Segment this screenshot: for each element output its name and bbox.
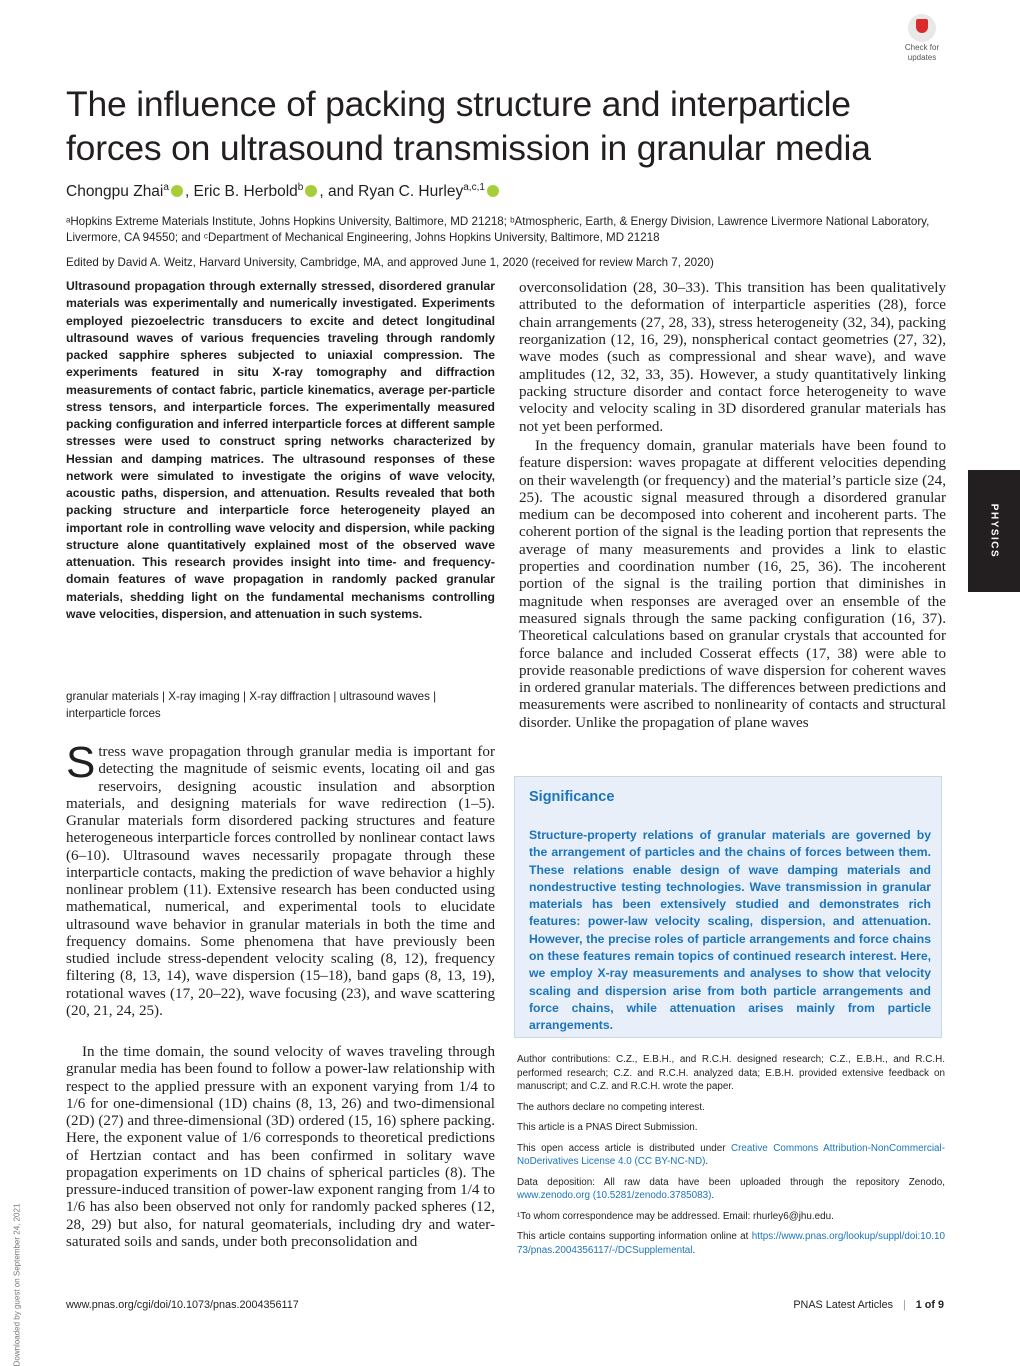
author-list	[66, 178, 501, 202]
download-watermark	[10, 1203, 24, 1366]
author-contributions: Author contributions: C.Z., E.B.H., and R.C.H. designed research; C.Z., E.B.H., and R.C.H. performed research; C.Z. and R.C.H. analyzed data; E.B.H. provided extensive feedback on manuscript; and C.Z. and R.C.H. wrote the paper.	[517, 1054, 945, 1092]
significance-box	[514, 776, 942, 1038]
badge-line-2: updates	[907, 53, 937, 62]
si-suffix: .	[692, 1244, 696, 1256]
license-prefix: This open access article is distributed under	[517, 1142, 731, 1154]
author-affiliation-mark: b	[297, 182, 304, 193]
intro-paragraph-text: tress wave propagation through granular media is important for detecting the magnitude of seismic events, locating oil and gas reservoirs, designing acoustic insulation and absorption materials, and designing materials for wave redirection (1–5). Granular materials form disordered packing structures and feature heterogeneous interparticle forces controlled by nonlinear contact laws (6–10). Ultrasound waves necessarily propagate through these interparticle contacts, making the prediction of wave behavior a highly nonlinear problem (11). Extensive research has been conducted using mathematical, numerical, and experimental tools to elucidate ultrasound wave behavior in granular materials in both the time and frequency domains. Some phenomena that have previously been studied include stress-dependent velocity scaling (8, 12), frequency filtering (8, 13, 14), wave dispersion (15–18), band gaps (8, 13, 19), rotational waves (17, 20–22), wave focusing (23), and wave scattering (20, 21, 24, 25).	[66, 744, 495, 1019]
section-tab	[968, 470, 1020, 592]
download-watermark-text: Downloaded by guest on September 24, 2021	[12, 1203, 22, 1366]
intro-paragraph	[66, 738, 495, 1020]
si-prefix: This article contains supporting information online at	[517, 1231, 752, 1242]
data-deposition	[517, 1176, 945, 1203]
journal-name: PNAS Latest Articles	[793, 1299, 893, 1311]
check-for-updates-badge[interactable]	[898, 14, 946, 68]
license-link[interactable]: Creative Commons Attribution-NonCommercial-NoDerivatives License 4.0 (CC BY-NC-ND)	[517, 1142, 945, 1167]
data-suffix: .	[711, 1190, 715, 1201]
body-paragraph: overconsolidation (28, 30–33). This transition has been qualitatively attributed to the deformation of interparticle asperities (28), force chain arrangements (27, 28, 33), stress heterogeneity (32, 34), packing reorganization (12, 16, 29), nonspherical contact geometries (27, 32), wave modes (such as compressional and shear wave), and wave amplitudes (12, 32, 33, 35). However, a study quantitatively linking packing structure disorder and contact force heterogeneity to wave velocity and velocity scaling in 3D disordered granular materials has not yet been performed.	[519, 280, 946, 435]
author-name[interactable]: , and Ryan C. Hurley	[319, 183, 464, 201]
footer-journal-info	[793, 1299, 944, 1311]
zenodo-link[interactable]: www.zenodo.org	[517, 1190, 591, 1201]
significance-heading: Significance	[529, 789, 615, 805]
author-name[interactable]: , Eric B. Herbold	[184, 183, 298, 201]
zenodo-doi-link[interactable]: (10.5281/zenodo.3785083)	[592, 1190, 712, 1201]
supporting-info	[517, 1230, 945, 1257]
drop-cap: S	[66, 738, 96, 787]
orcid-icon[interactable]	[487, 185, 499, 197]
author-affiliation-mark: a,c,1	[463, 182, 485, 193]
edited-by-line: Edited by David A. Weitz, Harvard University, Cambridge, MA, and approved June 1, 2020 (received for review March 7, 2020)	[66, 256, 714, 269]
competing-interest: The authors declare no competing interest.	[517, 1101, 705, 1113]
footer-doi-url[interactable]: www.pnas.org/cgi/doi/10.1073/pnas.2004356117	[66, 1299, 299, 1311]
supplemental-link[interactable]: https://www.pnas.org/lookup/suppl/doi:10.1073/pnas.2004356117/-/DCSupplemental	[517, 1231, 945, 1256]
badge-line-1: Check for	[904, 43, 940, 52]
keywords: granular materials | X-ray imaging | X-ray diffraction | ultrasound waves | interparticle forces	[66, 690, 437, 720]
orcid-icon[interactable]	[171, 185, 183, 197]
license-note	[517, 1142, 945, 1169]
direct-submission: This article is a PNAS Direct Submission.	[517, 1122, 698, 1133]
page-number: 1 of 9	[915, 1299, 944, 1311]
correspondence-note: ¹To whom correspondence may be addressed. Email: rhurley6@jhu.edu.	[517, 1210, 834, 1222]
affiliations: ᵃHopkins Extreme Materials Institute, Johns Hopkins University, Baltimore, MD 21218; ᵇAtmospheric, Earth, & Energy Division, Lawrence Livermore National Laboratory, Livermore, CA 94550; and ᶜDepartment of Mechanical Engineering, Johns Hopkins University, Baltimore, MD 21218	[66, 215, 930, 244]
footer-separator: |	[902, 1299, 906, 1311]
bookmark-icon	[908, 14, 936, 42]
abstract: Ultrasound propagation through externally stressed, disordered granular materials was experimentally and numerically investigated. Experiments employed piezoelectric transducers to excite and detect longitudinal ultrasound waves of various frequencies traveling through randomly packed sapphire spheres subjected to uniaxial compression. The experiments featured in situ X-ray tomography and diffraction measurements of contact fabric, particle kinematics, average per-particle stress tensors, and interparticle forces. The experimentally measured packing configuration and inferred interparticle forces at different sample stresses were used to construct spring networks characterized by Hessian and damping matrices. The ultrasound responses of these network were simulated to investigate the origins of wave velocity, acoustic paths, dispersion, and attenuation. Results revealed that both packing structure and interparticle force heterogeneity played an important role in controlling wave velocity and dispersion, while packing structure alone quantitatively explained most of the observed wave attenuation. This research provides insight into time- and frequency-domain features of wave propagation in randomly packed granular materials, shedding light on the fundamental mechanisms controlling wave velocities, dispersion, and attenuation in such systems.	[66, 279, 495, 621]
orcid-icon[interactable]	[305, 185, 317, 197]
author-name[interactable]: Chongpu Zhai	[66, 183, 164, 201]
article-title: The influence of packing structure and interparticle forces on ultrasound transmission in granular media	[66, 84, 871, 168]
body-paragraph-2: In the frequency domain, granular materials have been found to feature dispersion: waves propagate at different velocities depending on their wavelength (or frequency) and the material’s particle size (24, 25). The acoustic signal measured through a disordered granular medium can be decomposed into coherent and incoherent parts. The coherent portion of the signal is the leading portion that represents the average of many measurements and provides a link to elastic properties and coordination number (16, 25, 36). The incoherent portion of the signal is the trailing portion that diminishes in magnitude when responses are averaged over an ensemble of the measured signals through the same packing configuration (16, 37). Theoretical calculations based on granular crystals that accounted for force balance and included Cosserat effects (17, 38) were able to provide reasonable predictions of wave dispersion for coherent waves in ordered granular materials. The differences between predictions and measurements were ascribed to nonlinearity of contacts and structural disorder. Unlike the propagation of plane waves	[519, 438, 946, 731]
section-tab-label: PHYSICS	[988, 503, 1000, 559]
author-affiliation-mark: a	[163, 182, 169, 193]
data-prefix: Data deposition: All raw data have been uploaded through the repository Zenodo,	[517, 1176, 945, 1188]
footnotes	[517, 1053, 945, 1264]
license-suffix: .	[705, 1156, 709, 1167]
intro-paragraph-2: In the time domain, the sound velocity of waves traveling through granular media has been found to follow a power-law relationship with respect to the applied pressure with an exponent varying from 1/4 to 1/6 for one-dimensional (1D) chains (8, 13, 26) and two-dimensional (2D) (27) and three-dimensional (3D) ordered (15, 16) sphere packing. Here, the exponent value of 1/6 corresponds to theoretical predictions of Hertzian contact and has been confirmed in solitary wave propagation experiments on 1D chains of spherical particles (8). The pressure-induced transition of power-law exponent ranging from 1/4 to 1/6 has also been observed not only for randomly packed spheres (12, 28, 29) but also, for natural geomaterials, including dry and water-saturated soils and sands, under both preconsolidation and	[66, 1044, 495, 1250]
significance-text: Structure-property relations of granular materials are governed by the arrangement of particles and the chains of forces between them. These relations enable design of wave damping materials and nondestructive testing technologies. Wave transmission in granular materials has been extensively studied and demonstrates rich features: power-law velocity scaling, dispersion, and attenuation. However, the precise roles of particle arrangements and force chains on these features remain topics of continued research interest. Here, we employ X-ray measurements and analyses to show that velocity scaling and dispersion arise from both particle arrangements and force chains, while attenuation arises mainly from particle arrangements.	[529, 828, 931, 1033]
